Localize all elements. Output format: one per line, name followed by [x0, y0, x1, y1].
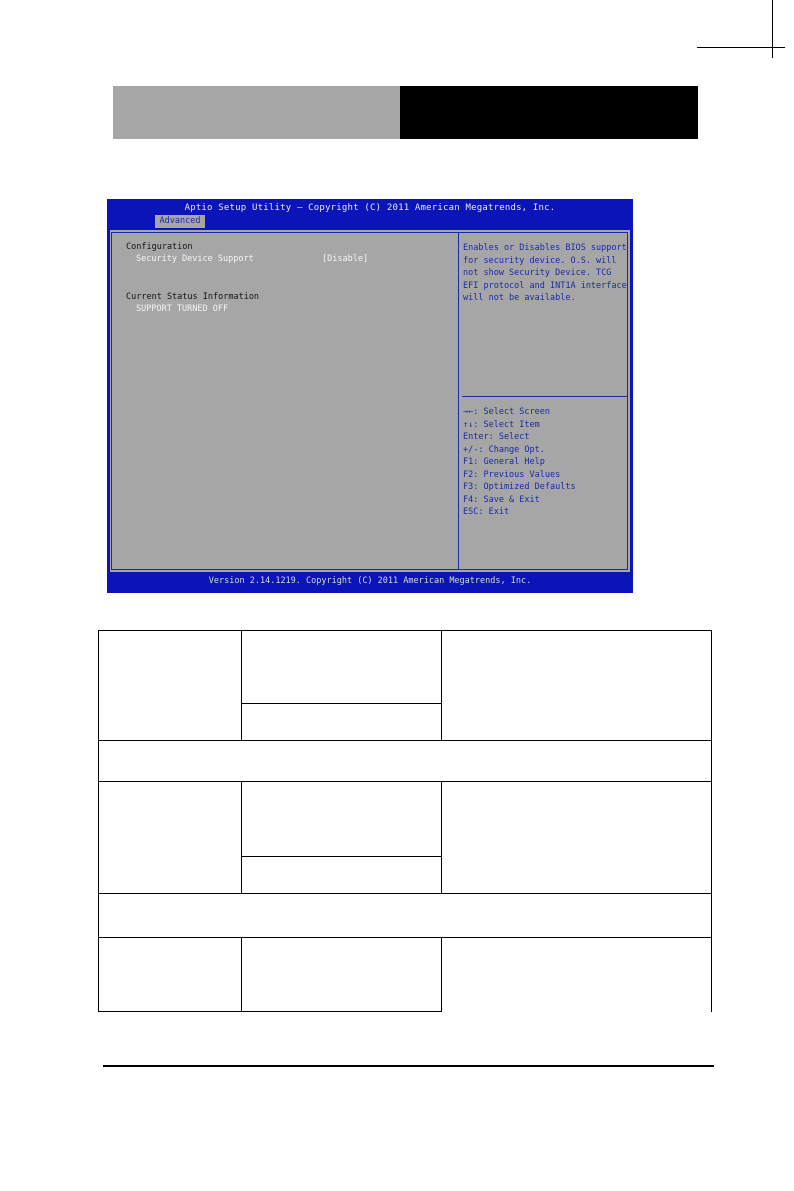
table-cell: [98, 782, 712, 893]
bios-main-panel: [110, 230, 630, 572]
status-value: SUPPORT TURNED OFF: [136, 304, 229, 314]
help-separator: [462, 396, 628, 397]
table-row: [98, 893, 712, 938]
crop-mark-vertical: [772, 0, 773, 58]
tab-advanced[interactable]: Advanced: [155, 215, 205, 228]
key-legend-item: +/-: Change Opt.: [463, 444, 545, 455]
panel-divider: [458, 233, 459, 569]
key-legend-item: Enter: Select: [463, 432, 530, 442]
table-row: [98, 740, 712, 782]
table-cell: [241, 938, 242, 1012]
header-bar-left: [113, 86, 400, 139]
status-heading: Current Status Information: [126, 292, 260, 302]
key-legend: [463, 406, 628, 519]
bios-setup-screen: [107, 199, 633, 593]
key-legend-item: →←: Select Screen: [463, 407, 550, 417]
header-bar-right: [400, 86, 698, 139]
bios-footer: Version 2.14.1219. Copyright (C) 2011 American Megatrends, Inc.: [208, 576, 532, 586]
key-legend-item: F4: Save & Exit: [463, 494, 540, 505]
table-cell: [98, 938, 442, 1012]
table-cell: [241, 782, 242, 893]
bios-title: Aptio Setup Utility – Copyright (C) 2011 American Megatrends, Inc.: [184, 203, 556, 213]
key-legend-item: F1: General Help: [463, 457, 545, 467]
table-cell: [441, 630, 442, 740]
help-text: Enables or Disables BIOS support for security device. O.S. will not show Security Device. TCG EFI protocol and INT1A interface will not be available.: [463, 243, 627, 303]
table-cell: [241, 703, 442, 704]
security-device-support-label[interactable]: Security Device Support: [136, 254, 254, 264]
configuration-heading: Configuration: [126, 242, 193, 252]
key-legend-item: F2: Previous Values: [463, 469, 561, 480]
key-legend-item: F3: Optimized Defaults: [463, 482, 576, 492]
key-legend-item: ESC: Exit: [463, 507, 510, 517]
footer-rule: [103, 1065, 714, 1067]
key-legend-item: ↑↓: Select Item: [463, 419, 540, 430]
table-cell: [441, 782, 442, 893]
table-cell: [241, 856, 442, 857]
table-cell: [241, 630, 242, 740]
table-cell: [711, 938, 712, 1012]
table-cell: [98, 630, 712, 740]
bios-panel-frame: [111, 232, 628, 570]
security-device-support-value[interactable]: [Disable]: [322, 254, 369, 264]
